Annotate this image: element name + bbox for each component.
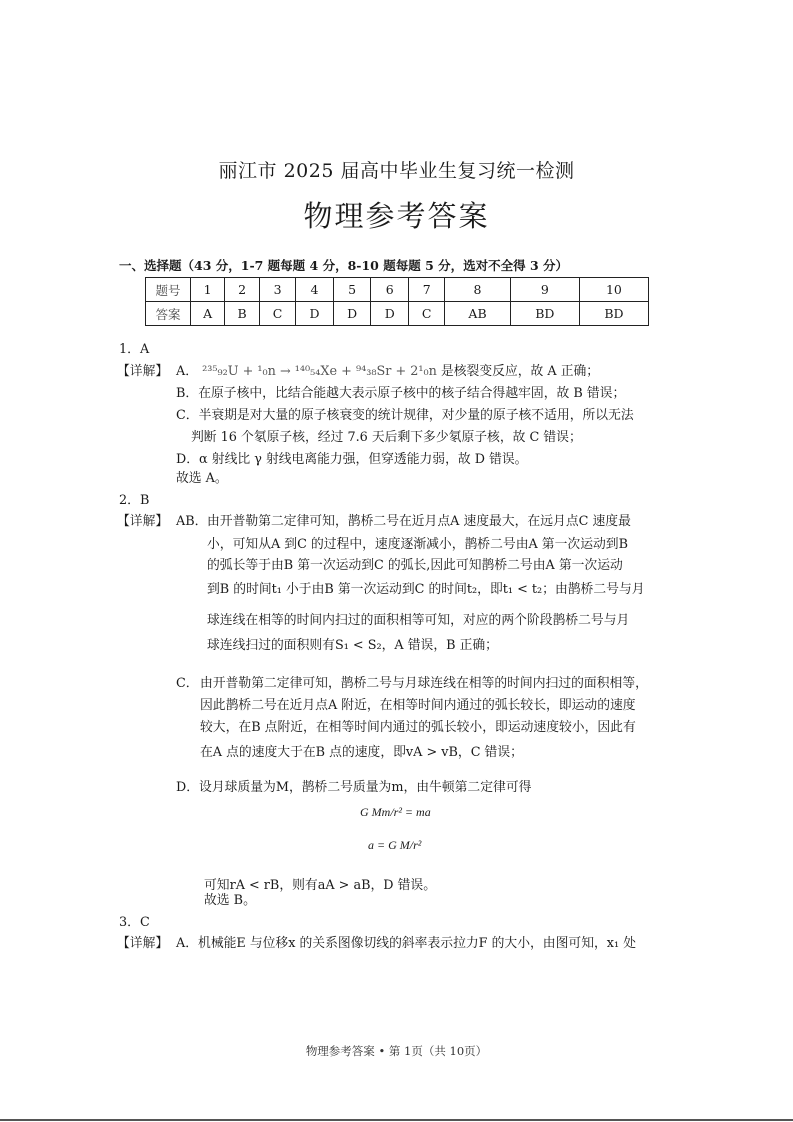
q2-c-prefix: C．: [176, 676, 199, 691]
section-heading: 一、选择题（43 分，1-7 题每题 4 分，8-10 题每题 5 分，选对不全得 3 分）: [119, 258, 569, 273]
option-text: 是核裂变反应，故 A 正确；: [440, 364, 600, 379]
table-cell: D: [333, 302, 371, 326]
equation-newton-gravity: G Mm/r² = ma: [360, 805, 431, 819]
table-cell: 2: [225, 278, 260, 302]
document-subtitle: 物理参考答案: [303, 199, 490, 233]
q2-ab-line: 由开普勒第二定律可知，鹊桥二号在近月点A 速度最大，在远月点C 速度最: [207, 514, 631, 529]
table-cell: 9: [510, 278, 579, 302]
table-cell: 5: [333, 278, 371, 302]
table-cell: BD: [510, 302, 579, 326]
nuclear-equation: ²³⁵₉₂U + ¹₀n → ¹⁴⁰₅₄Xe + ⁹⁴₃₈Sr + 2¹₀n: [202, 364, 437, 379]
row-label-answer: 答案: [146, 302, 191, 326]
table-cell: AB: [445, 302, 511, 326]
q2-c-line: 由开普勒第二定律可知，鹊桥二号与月球连线在相等的时间内扫过的面积相等，: [200, 676, 648, 691]
table-row-answers: [146, 302, 649, 326]
row-label-question: 题号: [146, 278, 191, 302]
table-cell: 8: [445, 278, 511, 302]
answer-table: [145, 277, 649, 326]
q1-option-c-line2: 判断 16 个氡原子核，经过 7.6 天后剩下多少氡原子核，故 C 错误；: [191, 430, 582, 445]
q3-option-a: A．机械能E 与位移x 的关系图像切线的斜率表示拉力F 的大小，由图可知，x₁ 处: [176, 936, 637, 951]
table-cell: D: [296, 302, 334, 326]
q2-conclusion: 故选 B。: [204, 893, 256, 908]
page-footer: 物理参考答案 • 第 1页（共 10页）: [305, 1044, 488, 1058]
table-cell: C: [260, 302, 296, 326]
q2-ab-line: 球连线在相等的时间内扫过的面积相等可知，对应的两个阶段鹊桥二号与月: [207, 613, 630, 628]
q3-title: 3．C: [119, 915, 150, 930]
q2-c-line: 因此鹊桥二号在近月点A 附近，在相等时间内通过的弧长较长，即运动的速度: [200, 698, 636, 713]
q2-option-d: D．设月球质量为M，鹊桥二号质量为m，由牛顿第二定律可得: [176, 780, 532, 795]
q2-ab-prefix: AB．: [176, 514, 208, 529]
q2-c-line: 在A 点的速度大于在B 点的速度，即vA > vB，C 错误；: [200, 745, 523, 760]
table-cell: B: [225, 302, 260, 326]
table-cell: C: [409, 302, 445, 326]
q1-option-a: [176, 363, 599, 381]
q1-option-d: D．α 射线比 γ 射线电离能力强，但穿透能力弱，故 D 错误。: [176, 452, 528, 467]
q1-option-b: B．在原子核中，比结合能越大表示原子核中的核子结合得越牢固，故 B 错误；: [176, 386, 626, 401]
q1-title: 1．A: [119, 342, 150, 357]
document-title: 丽江市 2025 届高中毕业生复习统一检测: [218, 160, 575, 182]
q2-c-line: 较大，在B 点附近，在相等时间内通过的弧长较小，即运动速度较小，因此有: [200, 720, 636, 735]
q1-conclusion: 故选 A。: [176, 471, 228, 486]
table-cell: A: [191, 302, 225, 326]
q2-d-result: 可知rA < rB，则有aA > aB，D 错误。: [204, 878, 436, 893]
table-cell: 6: [371, 278, 409, 302]
equation-acceleration: a = G M/r²: [368, 838, 422, 852]
table-cell: 4: [296, 278, 334, 302]
option-prefix: A．: [176, 364, 199, 379]
q1-detail-label: 【详解】: [117, 364, 169, 379]
table-cell: 7: [409, 278, 445, 302]
q2-ab-line: 到B 的时间t₁ 小于由B 第一次运动到C 的时间t₂，即t₁ < t₂；由鹊桥二号与月: [207, 582, 645, 597]
q3-detail-label: 【详解】: [117, 936, 169, 951]
q2-detail-label: 【详解】: [117, 514, 169, 529]
q1-option-c-line1: C．半衰期是对大量的原子核衰变的统计规律，对少量的原子核不适用，所以无法: [176, 408, 634, 423]
q2-ab-line: 的弧长等于由B 第一次运动到C 的弧长,因此可知鹊桥二号由A 第一次运动: [207, 558, 623, 573]
table-cell: 3: [260, 278, 296, 302]
page-bottom-border: [0, 1119, 793, 1121]
q2-title: 2．B: [119, 493, 150, 508]
table-cell: BD: [579, 302, 648, 326]
table-cell: 10: [579, 278, 648, 302]
q2-ab-line: 球连线扫过的面积则有S₁ < S₂，A 错误，B 正确；: [207, 638, 498, 653]
table-cell: 1: [191, 278, 225, 302]
table-row-questions: [146, 278, 649, 302]
table-cell: D: [371, 302, 409, 326]
q2-ab-line: 小，可知从A 到C 的过程中，速度逐渐减小，鹊桥二号由A 第一次运动到B: [207, 537, 628, 552]
